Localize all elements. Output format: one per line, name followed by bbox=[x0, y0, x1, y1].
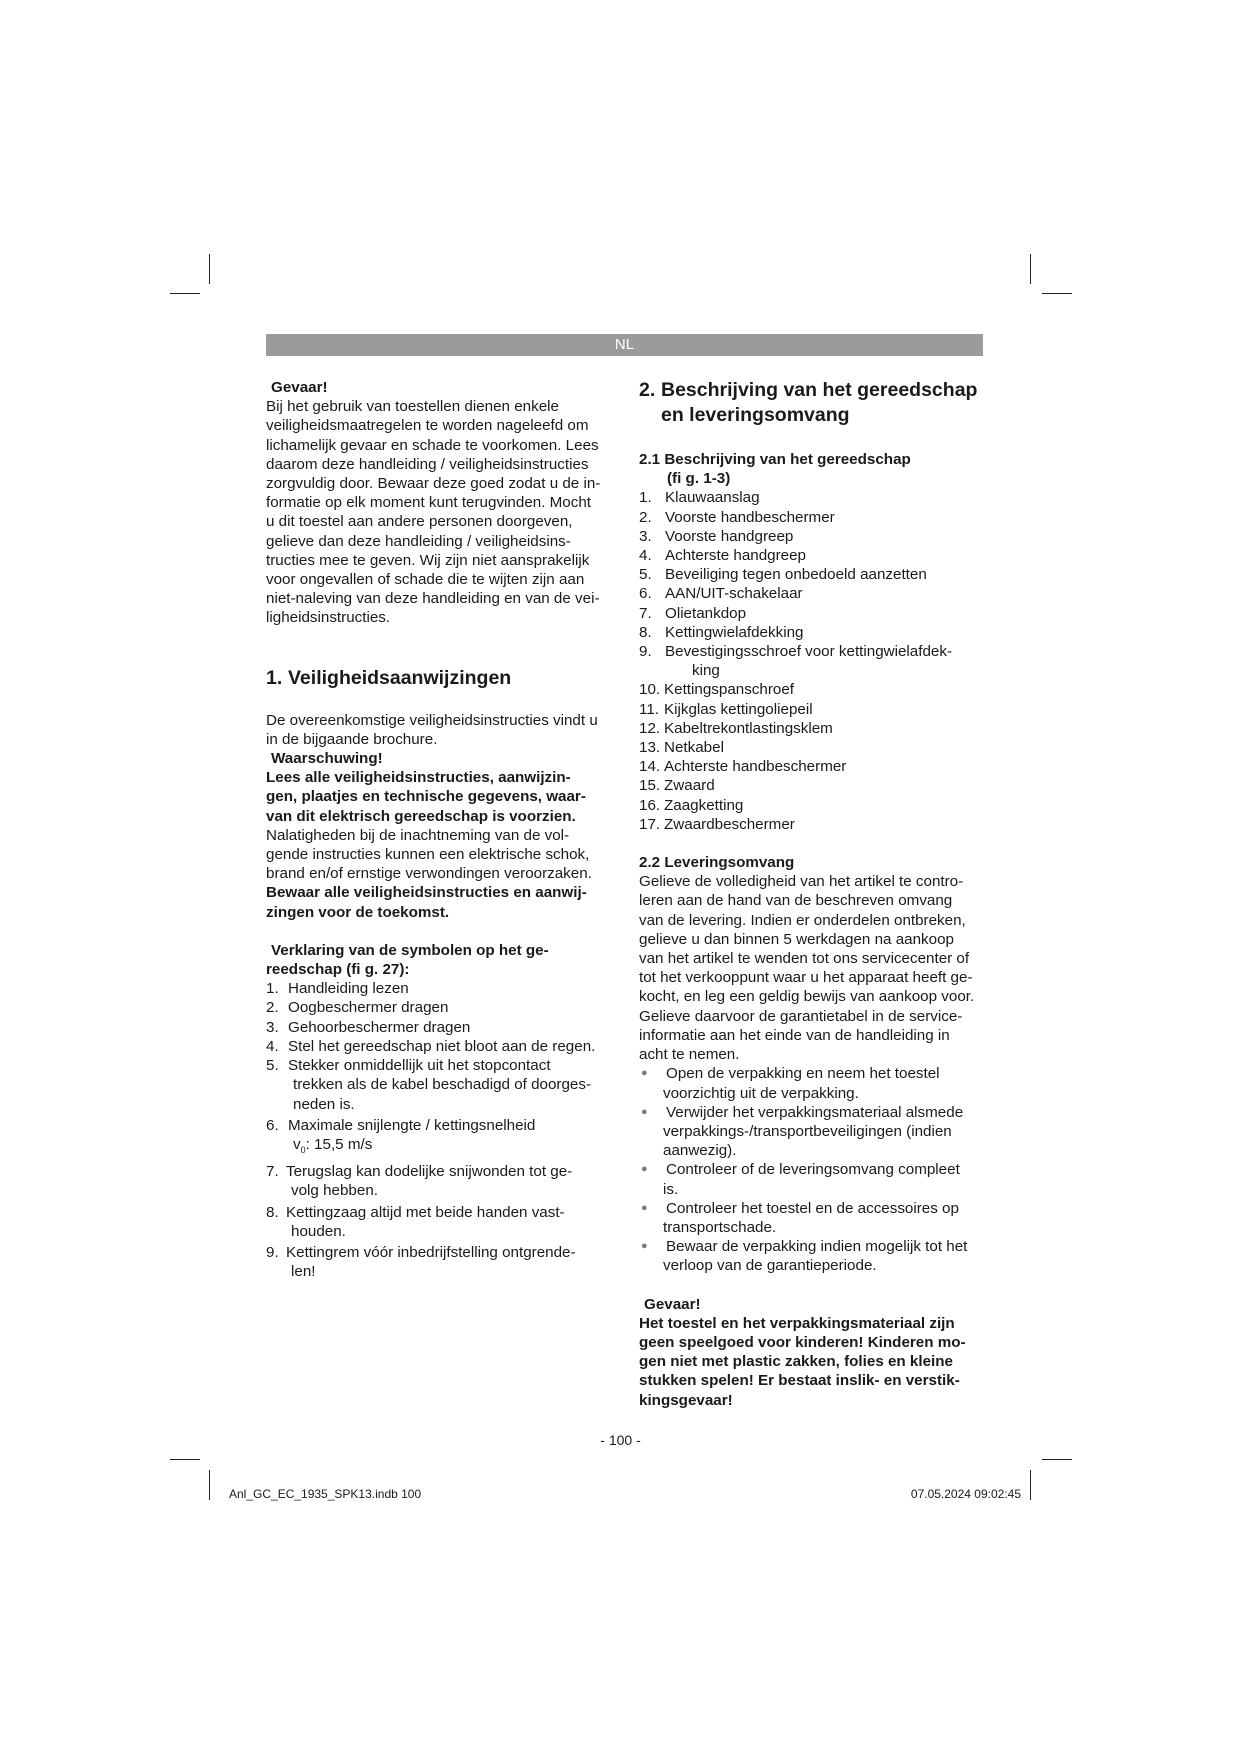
list-text: volg hebben. bbox=[291, 1182, 378, 1200]
text-line: voor ongevallen of schade die te wijten zijn aan bbox=[266, 571, 585, 589]
text-line: van dit elektrisch gereedschap is voorzien. bbox=[266, 807, 576, 825]
list-number: 11. bbox=[639, 700, 659, 718]
list-text: Terugslag kan dodelijke snijwonden tot ge- bbox=[286, 1163, 573, 1181]
warning-bold-text bbox=[266, 768, 611, 826]
list-item bbox=[266, 979, 611, 998]
list-text: Verwijder het verpakkingsmateriaal alsmede bbox=[666, 1103, 964, 1121]
bullet-icon: ● bbox=[641, 1163, 648, 1176]
section-2-heading bbox=[639, 378, 984, 428]
list-text: Bevestigingsschroef voor kettingwielafdek- bbox=[665, 643, 953, 661]
list-item bbox=[639, 815, 984, 834]
list-number: 2. bbox=[266, 999, 279, 1017]
list-number: 12. bbox=[639, 719, 661, 737]
list-item bbox=[639, 719, 984, 738]
list-text: transportschade. bbox=[663, 1218, 777, 1236]
list-item bbox=[639, 1199, 984, 1237]
list-item bbox=[639, 680, 984, 699]
text-line: informatie aan het einde van de handleiding in bbox=[639, 1026, 950, 1044]
list-text: Controleer of de leveringsomvang compleet bbox=[666, 1161, 960, 1179]
page-number: - 100 - bbox=[600, 1432, 641, 1448]
list-text: Beveiliging tegen onbedoeld aanzetten bbox=[665, 566, 927, 584]
text-line: Het toestel en het verpakkingsmateriaal zijn bbox=[639, 1314, 955, 1332]
list-number: 17. bbox=[639, 815, 661, 833]
list-number: 13. bbox=[639, 739, 661, 757]
list-text: Olietankdop bbox=[665, 604, 747, 622]
list-number: 10. bbox=[639, 681, 661, 699]
subsection-2-2-heading: 2.2 Leveringsomvang bbox=[639, 854, 795, 872]
list-text: verloop van de garantieperiode. bbox=[663, 1257, 877, 1275]
crop-mark bbox=[209, 254, 210, 284]
right-column bbox=[639, 378, 984, 1410]
list-item bbox=[639, 508, 984, 527]
list-item bbox=[639, 488, 984, 507]
bullet-icon: ● bbox=[641, 1105, 648, 1118]
list-number: 16. bbox=[639, 796, 661, 814]
list-text: houden. bbox=[291, 1222, 346, 1240]
speed-value bbox=[288, 1135, 611, 1160]
list-text: voorzichtig uit de verpakking. bbox=[663, 1084, 859, 1102]
list-text: Oogbeschermer dragen bbox=[288, 999, 449, 1017]
list-number: 8. bbox=[639, 623, 652, 641]
bullet-icon: ● bbox=[641, 1240, 648, 1253]
subsection-2-1-heading bbox=[639, 450, 984, 488]
list-text: Gehoorbeschermer dragen bbox=[288, 1018, 471, 1036]
symbols-heading bbox=[266, 941, 611, 979]
text-line: reedschap (fi g. 27): bbox=[266, 961, 410, 979]
list-item bbox=[639, 642, 984, 680]
list-text: Maximale snijlengte / kettingsnelheid bbox=[288, 1116, 536, 1134]
crop-mark bbox=[1030, 254, 1031, 284]
list-item bbox=[266, 1018, 611, 1037]
list-text: king bbox=[692, 662, 720, 680]
list-item bbox=[639, 700, 984, 719]
list-number: 9. bbox=[266, 1243, 279, 1261]
list-item bbox=[639, 796, 984, 815]
left-column bbox=[266, 378, 611, 1281]
list-number: 1. bbox=[266, 980, 279, 998]
subsection-title: 2.1 Beschrijving van het gereedschap bbox=[639, 451, 911, 468]
list-item bbox=[639, 776, 984, 795]
danger-title: Gevaar! bbox=[271, 379, 328, 396]
list-number: 1. bbox=[639, 489, 652, 507]
list-number: 4. bbox=[639, 547, 652, 565]
list-text: is. bbox=[663, 1180, 679, 1198]
section-title: en leveringsomvang bbox=[661, 404, 850, 426]
checklist bbox=[639, 1064, 984, 1275]
warning-title: Waarschuwing! bbox=[271, 750, 383, 768]
list-text: Kettingzaag altijd met beide handen vast- bbox=[286, 1203, 565, 1221]
list-text: Stel het gereedschap niet bloot aan de regen. bbox=[288, 1037, 596, 1055]
list-text: AAN/UIT-schakelaar bbox=[665, 585, 803, 603]
text-line: gende instructies kunnen een elektrische schok, bbox=[266, 846, 590, 864]
text-line: van de levering. Indien er onderdelen ontbreken, bbox=[639, 911, 966, 929]
footer-filename: Anl_GC_EC_1935_SPK13.indb 100 bbox=[229, 1487, 422, 1501]
text-line: gelieve u dan binnen 5 werkdagen na aankoop bbox=[639, 930, 954, 948]
list-item bbox=[266, 1037, 611, 1056]
text-line: niet-naleving van deze handleiding en van de vei- bbox=[266, 590, 600, 608]
text-line: gen, plaatjes en technische gegevens, waar- bbox=[266, 788, 586, 806]
delivery-paragraph bbox=[639, 872, 984, 1064]
text-line: kingsgevaar! bbox=[639, 1391, 733, 1409]
footer-timestamp: 07.05.2024 09:02:45 bbox=[910, 1487, 1021, 1501]
list-number: 6. bbox=[266, 1116, 279, 1134]
speed-number: : 15,5 m/s bbox=[305, 1135, 373, 1153]
list-text: Klauwaanslag bbox=[665, 489, 760, 507]
text-line: Bij het gebruik van toestellen dienen enkele bbox=[266, 398, 559, 416]
text-line: leren aan de hand van de beschreven omvang bbox=[639, 892, 953, 910]
language-label: NL bbox=[614, 336, 635, 353]
section-number: 1. bbox=[266, 666, 283, 689]
bullet-icon: ● bbox=[641, 1201, 648, 1214]
text-line: gen niet met plastic zakken, folies en kleine bbox=[639, 1353, 953, 1371]
text-line: gelieve dan deze handleiding / veiligheidsins- bbox=[266, 532, 571, 550]
list-text: Netkabel bbox=[664, 739, 724, 757]
list-item bbox=[266, 1243, 611, 1281]
list-text: Achterste handgreep bbox=[665, 547, 807, 565]
danger-paragraph bbox=[266, 397, 611, 627]
crop-mark bbox=[1030, 1470, 1031, 1500]
list-text: Kettingrem vóór inbedrijfstelling ontgrende- bbox=[286, 1243, 576, 1261]
text-line: u dit toestel aan andere personen doorgeven, bbox=[266, 513, 573, 531]
list-text: len! bbox=[291, 1263, 316, 1281]
text-line: in de bijgaande brochure. bbox=[266, 730, 438, 748]
figure-reference: (fi g. 1-3) bbox=[667, 470, 731, 488]
list-item bbox=[639, 584, 984, 603]
list-text: Zaagketting bbox=[664, 796, 744, 814]
list-item bbox=[639, 527, 984, 546]
crop-mark bbox=[1042, 1459, 1072, 1460]
list-number: 7. bbox=[266, 1163, 279, 1181]
list-text: Achterste handbeschermer bbox=[664, 758, 847, 776]
list-number: 3. bbox=[639, 527, 652, 545]
text-line: Gelieve daarvoor de garantietabel in de service- bbox=[639, 1007, 963, 1025]
language-header-bar bbox=[266, 334, 983, 356]
list-number: 5. bbox=[266, 1057, 279, 1075]
list-text: Bewaar de verpakking indien mogelijk tot het bbox=[666, 1238, 968, 1256]
text-line: veiligheidsmaatregelen te worden nageleefd om bbox=[266, 417, 589, 435]
text-line: Bewaar alle veiligheidsinstructies en aanwij- bbox=[266, 884, 587, 902]
list-number: 14. bbox=[639, 758, 661, 776]
list-item bbox=[639, 623, 984, 642]
list-text: neden is. bbox=[293, 1095, 355, 1113]
text-line: lichamelijk gevaar en schade te voorkomen. Lees bbox=[266, 436, 599, 454]
text-line: zingen voor de toekomst. bbox=[266, 903, 450, 921]
list-item bbox=[266, 1162, 611, 1200]
list-item bbox=[639, 1160, 984, 1198]
list-item bbox=[266, 1056, 611, 1114]
speed-symbol: v bbox=[293, 1135, 301, 1153]
list-number: 6. bbox=[639, 585, 652, 603]
text-line: formatie op elk moment kunt terugvinden. Mocht bbox=[266, 494, 592, 512]
section-title: Veiligheidsaanwijzingen bbox=[288, 666, 512, 689]
list-item bbox=[639, 565, 984, 584]
text-line: Verklaring van de symbolen op het ge- bbox=[271, 941, 549, 959]
list-item bbox=[639, 1064, 984, 1102]
list-number: 8. bbox=[266, 1203, 279, 1221]
text-line: geen speelgoed voor kinderen! Kinderen mo- bbox=[639, 1333, 966, 1351]
keep-instructions-text bbox=[266, 883, 611, 921]
text-line: Nalatigheden bij de inachtneming van de vol- bbox=[266, 826, 570, 844]
list-item bbox=[639, 757, 984, 776]
text-line: kocht, en leg een geldig bewijs van aankoop voor. bbox=[639, 988, 975, 1006]
list-item bbox=[639, 546, 984, 565]
list-text: Stekker onmiddellijk uit het stopcontact bbox=[288, 1057, 551, 1075]
text-line: ligheidsinstructies. bbox=[266, 609, 391, 627]
text-line: stukken spelen! Er bestaat inslik- en verstik- bbox=[639, 1372, 960, 1390]
bullet-icon: ● bbox=[641, 1067, 648, 1080]
list-number: 7. bbox=[639, 604, 652, 622]
list-item bbox=[639, 1103, 984, 1161]
list-text: Voorste handgreep bbox=[665, 527, 794, 545]
section-1-heading bbox=[266, 666, 611, 691]
symbols-list bbox=[266, 979, 611, 1281]
list-text: Voorste handbeschermer bbox=[665, 508, 835, 526]
crop-mark bbox=[1042, 293, 1072, 294]
list-text: Kijkglas kettingoliepeil bbox=[664, 700, 813, 718]
list-number: 9. bbox=[639, 643, 652, 661]
text-line: zorgvuldig door. Bewaar deze goed zodat u de in- bbox=[266, 475, 601, 493]
list-item bbox=[639, 604, 984, 623]
list-number: 5. bbox=[639, 566, 652, 584]
list-text: Open de verpakking en neem het toestel bbox=[666, 1065, 940, 1083]
list-text: aanwezig). bbox=[663, 1142, 737, 1160]
intro-paragraph bbox=[266, 711, 611, 749]
danger-2-title: Gevaar! bbox=[644, 1295, 701, 1313]
list-item bbox=[639, 738, 984, 757]
parts-list bbox=[639, 488, 984, 834]
list-item bbox=[266, 1203, 611, 1241]
list-text: Kettingwielafdekking bbox=[665, 623, 804, 641]
text-line: daarom deze handleiding / veiligheidsinstructies bbox=[266, 455, 589, 473]
list-text: Handleiding lezen bbox=[288, 980, 409, 998]
text-line: acht te nemen. bbox=[639, 1046, 740, 1064]
crop-mark bbox=[170, 293, 200, 294]
list-number: 15. bbox=[639, 777, 661, 795]
list-text: Kabeltrekontlastingsklem bbox=[664, 719, 833, 737]
list-number: 2. bbox=[639, 508, 652, 526]
list-item bbox=[639, 1237, 984, 1275]
text-line: brand en/of ernstige verwondingen veroorzaken. bbox=[266, 865, 592, 883]
speed-subscript: 0 bbox=[300, 1144, 306, 1155]
list-text: Controleer het toestel en de accessoires op bbox=[666, 1199, 959, 1217]
warning-normal-text bbox=[266, 826, 611, 884]
list-text: verpakkings-/transportbeveiligingen (indien bbox=[663, 1122, 952, 1140]
text-line: van het artikel te wenden tot ons servicecenter of bbox=[639, 950, 970, 968]
text-line: tot het verkooppunt waar u het apparaat heeft ge- bbox=[639, 969, 973, 987]
list-number: 3. bbox=[266, 1018, 279, 1036]
list-item bbox=[266, 998, 611, 1017]
list-text: Zwaardbeschermer bbox=[664, 815, 795, 833]
text-line: Lees alle veiligheidsinstructies, aanwijzin- bbox=[266, 769, 571, 787]
text-line: tructies mee te geven. Wij zijn niet aansprakelijk bbox=[266, 551, 590, 569]
list-text: Zwaard bbox=[664, 777, 715, 795]
danger-2-text bbox=[639, 1314, 984, 1410]
list-text: Kettingspanschroef bbox=[664, 681, 795, 699]
list-item bbox=[266, 1116, 611, 1160]
text-line: De overeenkomstige veiligheidsinstructies vindt u bbox=[266, 711, 598, 729]
crop-mark bbox=[209, 1470, 210, 1500]
section-number: 2. bbox=[639, 379, 656, 401]
list-text: trekken als de kabel beschadigd of doorges- bbox=[293, 1076, 592, 1094]
crop-mark bbox=[170, 1459, 200, 1460]
text-line: Gelieve de volledigheid van het artikel te contro- bbox=[639, 873, 964, 891]
list-number: 4. bbox=[266, 1037, 279, 1055]
section-title: Beschrijving van het gereedschap bbox=[661, 379, 978, 401]
